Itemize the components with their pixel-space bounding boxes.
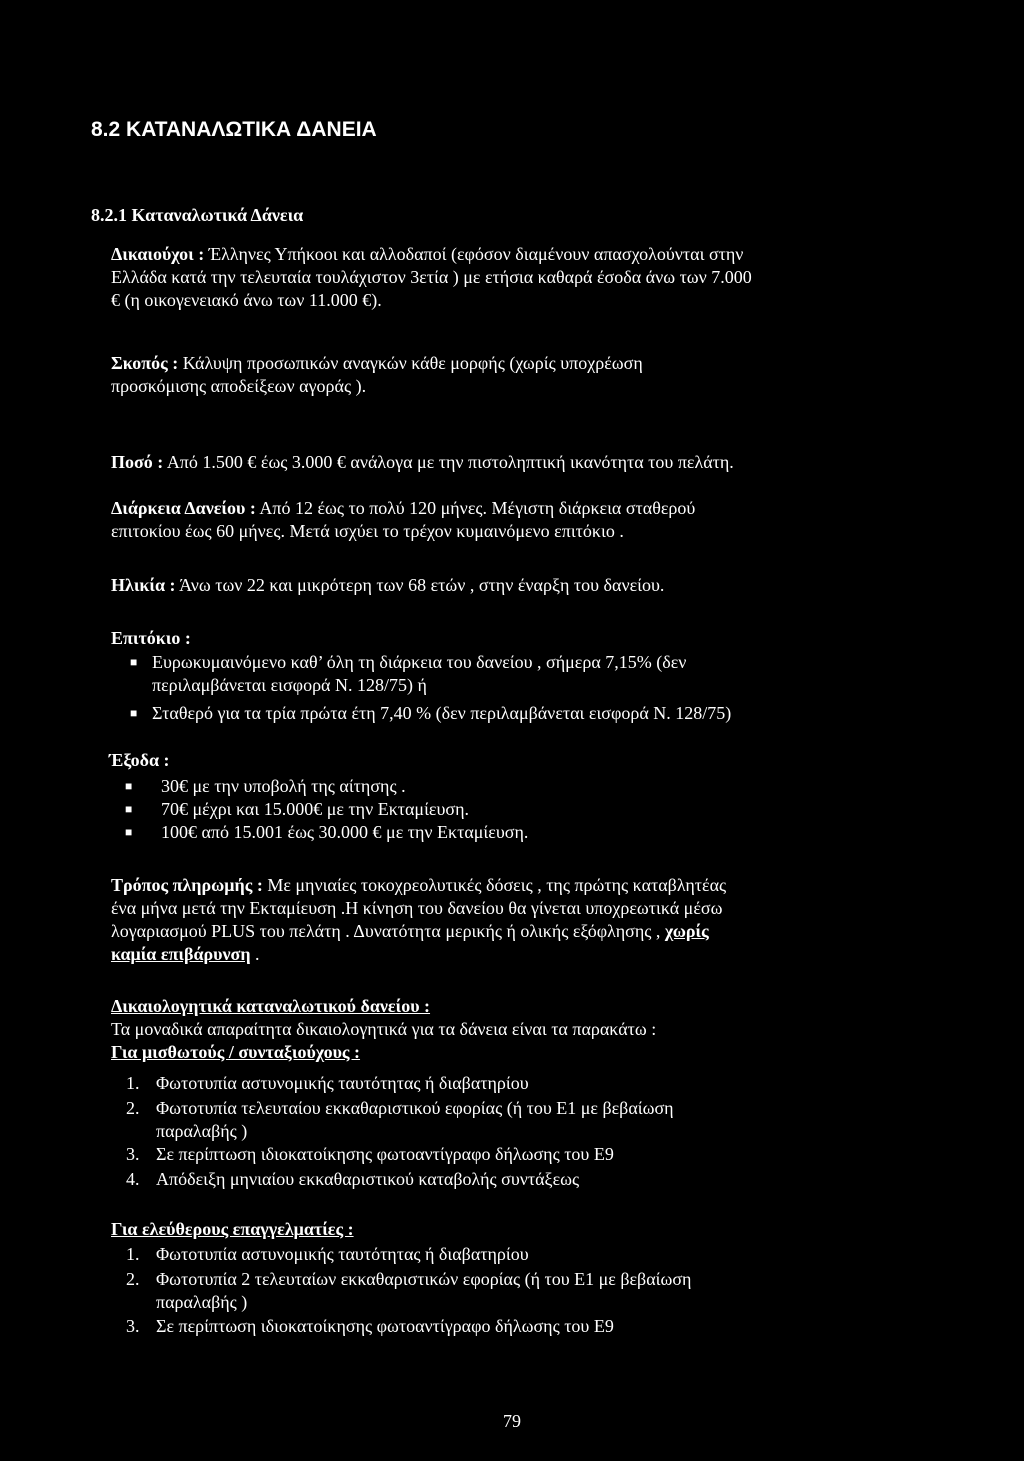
bullet-icon: ■ <box>130 655 138 669</box>
expense-item-text: 70€ μέχρι και 15.000€ με την Εκταμίευση. <box>161 799 470 819</box>
duration-paragraph <box>111 497 881 543</box>
payment-line3: λογαριασμού PLUS του πελάτη . Δυνατότητα μερικής ή ολικής εξόφλησης , <box>111 921 661 941</box>
item-text: Φωτοτυπία τελευταίου εκκαθαριστικού εφορίας (ή του Ε1 με βεβαίωση <box>156 1098 674 1118</box>
item-text: Φωτοτυπία 2 τελευταίων εκκαθαριστικών εφορίας (ή του Ε1 με βεβαίωση <box>156 1269 692 1289</box>
freelancers-title: Για ελεύθερους επαγγελματίες : <box>111 1219 354 1239</box>
age-label: Ηλικία : <box>111 575 176 595</box>
item-number: 4. <box>126 1169 140 1189</box>
employee-doc-item <box>126 1097 674 1143</box>
item-text: Απόδειξη μηνιαίου εκκαθαριστικού καταβολής συντάξεως <box>156 1169 580 1189</box>
expense-item <box>125 821 528 844</box>
item-text: Φωτοτυπία αστυνομικής ταυτότητας ή διαβατηρίου <box>156 1244 529 1264</box>
employee-doc-item <box>126 1072 529 1095</box>
documents-title: Δικαιολογητικά καταναλωτικού δανείου : <box>111 996 431 1016</box>
payment-line1: Με μηνιαίες τοκοχρεολυτικές δόσεις , της πρώτης καταβλητέας <box>267 875 727 895</box>
duration-line2: επιτοκίου έως 60 μήνες. Μετά ισχύει το τρέχον κυμαινόμενο επιτόκιο . <box>111 521 624 541</box>
bullet-icon: ■ <box>125 825 133 839</box>
interest-item <box>130 702 731 725</box>
duration-line1: Από 12 έως το πολύ 120 μήνες. Μέγιστη διάρκεια σταθερού <box>259 498 696 518</box>
beneficiaries-label: Δικαιούχοι : <box>111 244 205 264</box>
item-number: 3. <box>126 1316 140 1336</box>
beneficiaries-line1: Έλληνες Υπήκοοι και αλλοδαποί (εφόσον διαμένουν απασχολούνται στην <box>208 244 744 264</box>
freelancer-doc-item <box>126 1243 529 1266</box>
payment-line2: ένα μήνα μετά την Εκταμίευση .Η κίνηση του δανείου θα γίνεται υποχρεωτικά μέσω <box>111 898 723 918</box>
employee-doc-item <box>126 1168 579 1191</box>
item-text: Σε περίπτωση ιδιοκατοίκησης φωτοαντίγραφο δήλωσης του Ε9 <box>156 1316 614 1336</box>
item-number: 1. <box>126 1244 140 1264</box>
bullet-icon: ■ <box>125 779 133 793</box>
payment-paragraph <box>111 874 881 966</box>
documents-intro: Τα μοναδικά απαραίτητα δικαιολογητικά για τα δάνεια είναι τα παρακάτω : <box>111 1019 657 1039</box>
payment-emphasis-continued: καμία επιβάρυνση <box>111 944 251 964</box>
item-text: παραλαβής ) <box>156 1292 248 1312</box>
expense-item <box>125 775 406 798</box>
expense-item-text: 30€ με την υποβολή της αίτησης . <box>161 776 406 796</box>
beneficiaries-paragraph <box>111 243 881 312</box>
purpose-label: Σκοπός : <box>111 353 179 373</box>
beneficiaries-line2: Ελλάδα κατά την τελευταία τουλάχιστον 3ετία ) με ετήσια καθαρά έσοδα άνω των 7.000 <box>111 267 752 287</box>
payment-emphasis: χωρίς <box>664 921 709 941</box>
purpose-paragraph <box>111 352 881 398</box>
bullet-icon: ■ <box>130 706 138 720</box>
amount-paragraph <box>111 451 881 474</box>
age-text: Άνω των 22 και μικρότερη των 68 ετών , στην έναρξη του δανείου. <box>179 575 665 595</box>
documents-block <box>111 995 881 1064</box>
freelancer-doc-item <box>126 1315 614 1338</box>
payment-label: Τρόπος πληρωμής : <box>111 875 263 895</box>
item-text: Σε περίπτωση ιδιοκατοίκησης φωτοαντίγραφο δήλωσης του Ε9 <box>156 1144 614 1164</box>
interest-item-line: Ευρωκυμαινόμενο καθ’ όλη τη διάρκεια του δανείου , σήμερα 7,15% (δεν <box>152 652 687 672</box>
age-paragraph <box>111 574 881 597</box>
section-title: 8.2 ΚΑΤΑΝΑΛΩΤΙΚΑ ΔΑΝΕΙΑ <box>91 118 377 141</box>
interest-label: Επιτόκιο : <box>111 628 191 648</box>
amount-text: Από 1.500 € έως 3.000 € ανάλογα με την πιστοληπτική ικανότητα του πελάτη. <box>166 452 734 472</box>
expense-item <box>125 798 469 821</box>
interest-item <box>130 651 686 697</box>
duration-label: Διάρκεια Δανείου : <box>111 498 256 518</box>
payment-line4-end: . <box>255 944 260 964</box>
purpose-line1: Κάλυψη προσωπικών αναγκών κάθε μορφής (χωρίς υποχρέωση <box>182 353 643 373</box>
page-number: 79 <box>503 1411 521 1431</box>
section-subtitle: 8.2.1 Καταναλωτικά Δάνεια <box>91 205 304 225</box>
employee-doc-item <box>126 1143 614 1166</box>
purpose-line2: προσκόμισης αποδείξεων αγοράς ). <box>111 376 367 396</box>
bullet-icon: ■ <box>125 802 133 816</box>
item-number: 2. <box>126 1269 140 1289</box>
item-text: Φωτοτυπία αστυνομικής ταυτότητας ή διαβατηρίου <box>156 1073 529 1093</box>
item-text: παραλαβής ) <box>156 1121 248 1141</box>
interest-item-line: Σταθερό για τα τρία πρώτα έτη 7,40 % (δεν περιλαμβάνεται εισφορά Ν. 128/75) <box>152 703 732 723</box>
amount-label: Ποσό : <box>111 452 164 472</box>
freelancer-doc-item <box>126 1268 691 1314</box>
expense-item-text: 100€ από 15.001 έως 30.000 € με την Εκταμίευση. <box>161 822 529 842</box>
employees-title: Για μισθωτούς / συνταξιούχους : <box>111 1042 361 1062</box>
item-number: 2. <box>126 1098 140 1118</box>
item-number: 1. <box>126 1073 140 1093</box>
expenses-label: Έξοδα : <box>109 750 170 770</box>
interest-item-line: περιλαμβάνεται εισφορά Ν. 128/75) ή <box>152 675 427 695</box>
beneficiaries-line3: € (η οικογενειακό άνω των 11.000 €). <box>111 290 382 310</box>
item-number: 3. <box>126 1144 140 1164</box>
